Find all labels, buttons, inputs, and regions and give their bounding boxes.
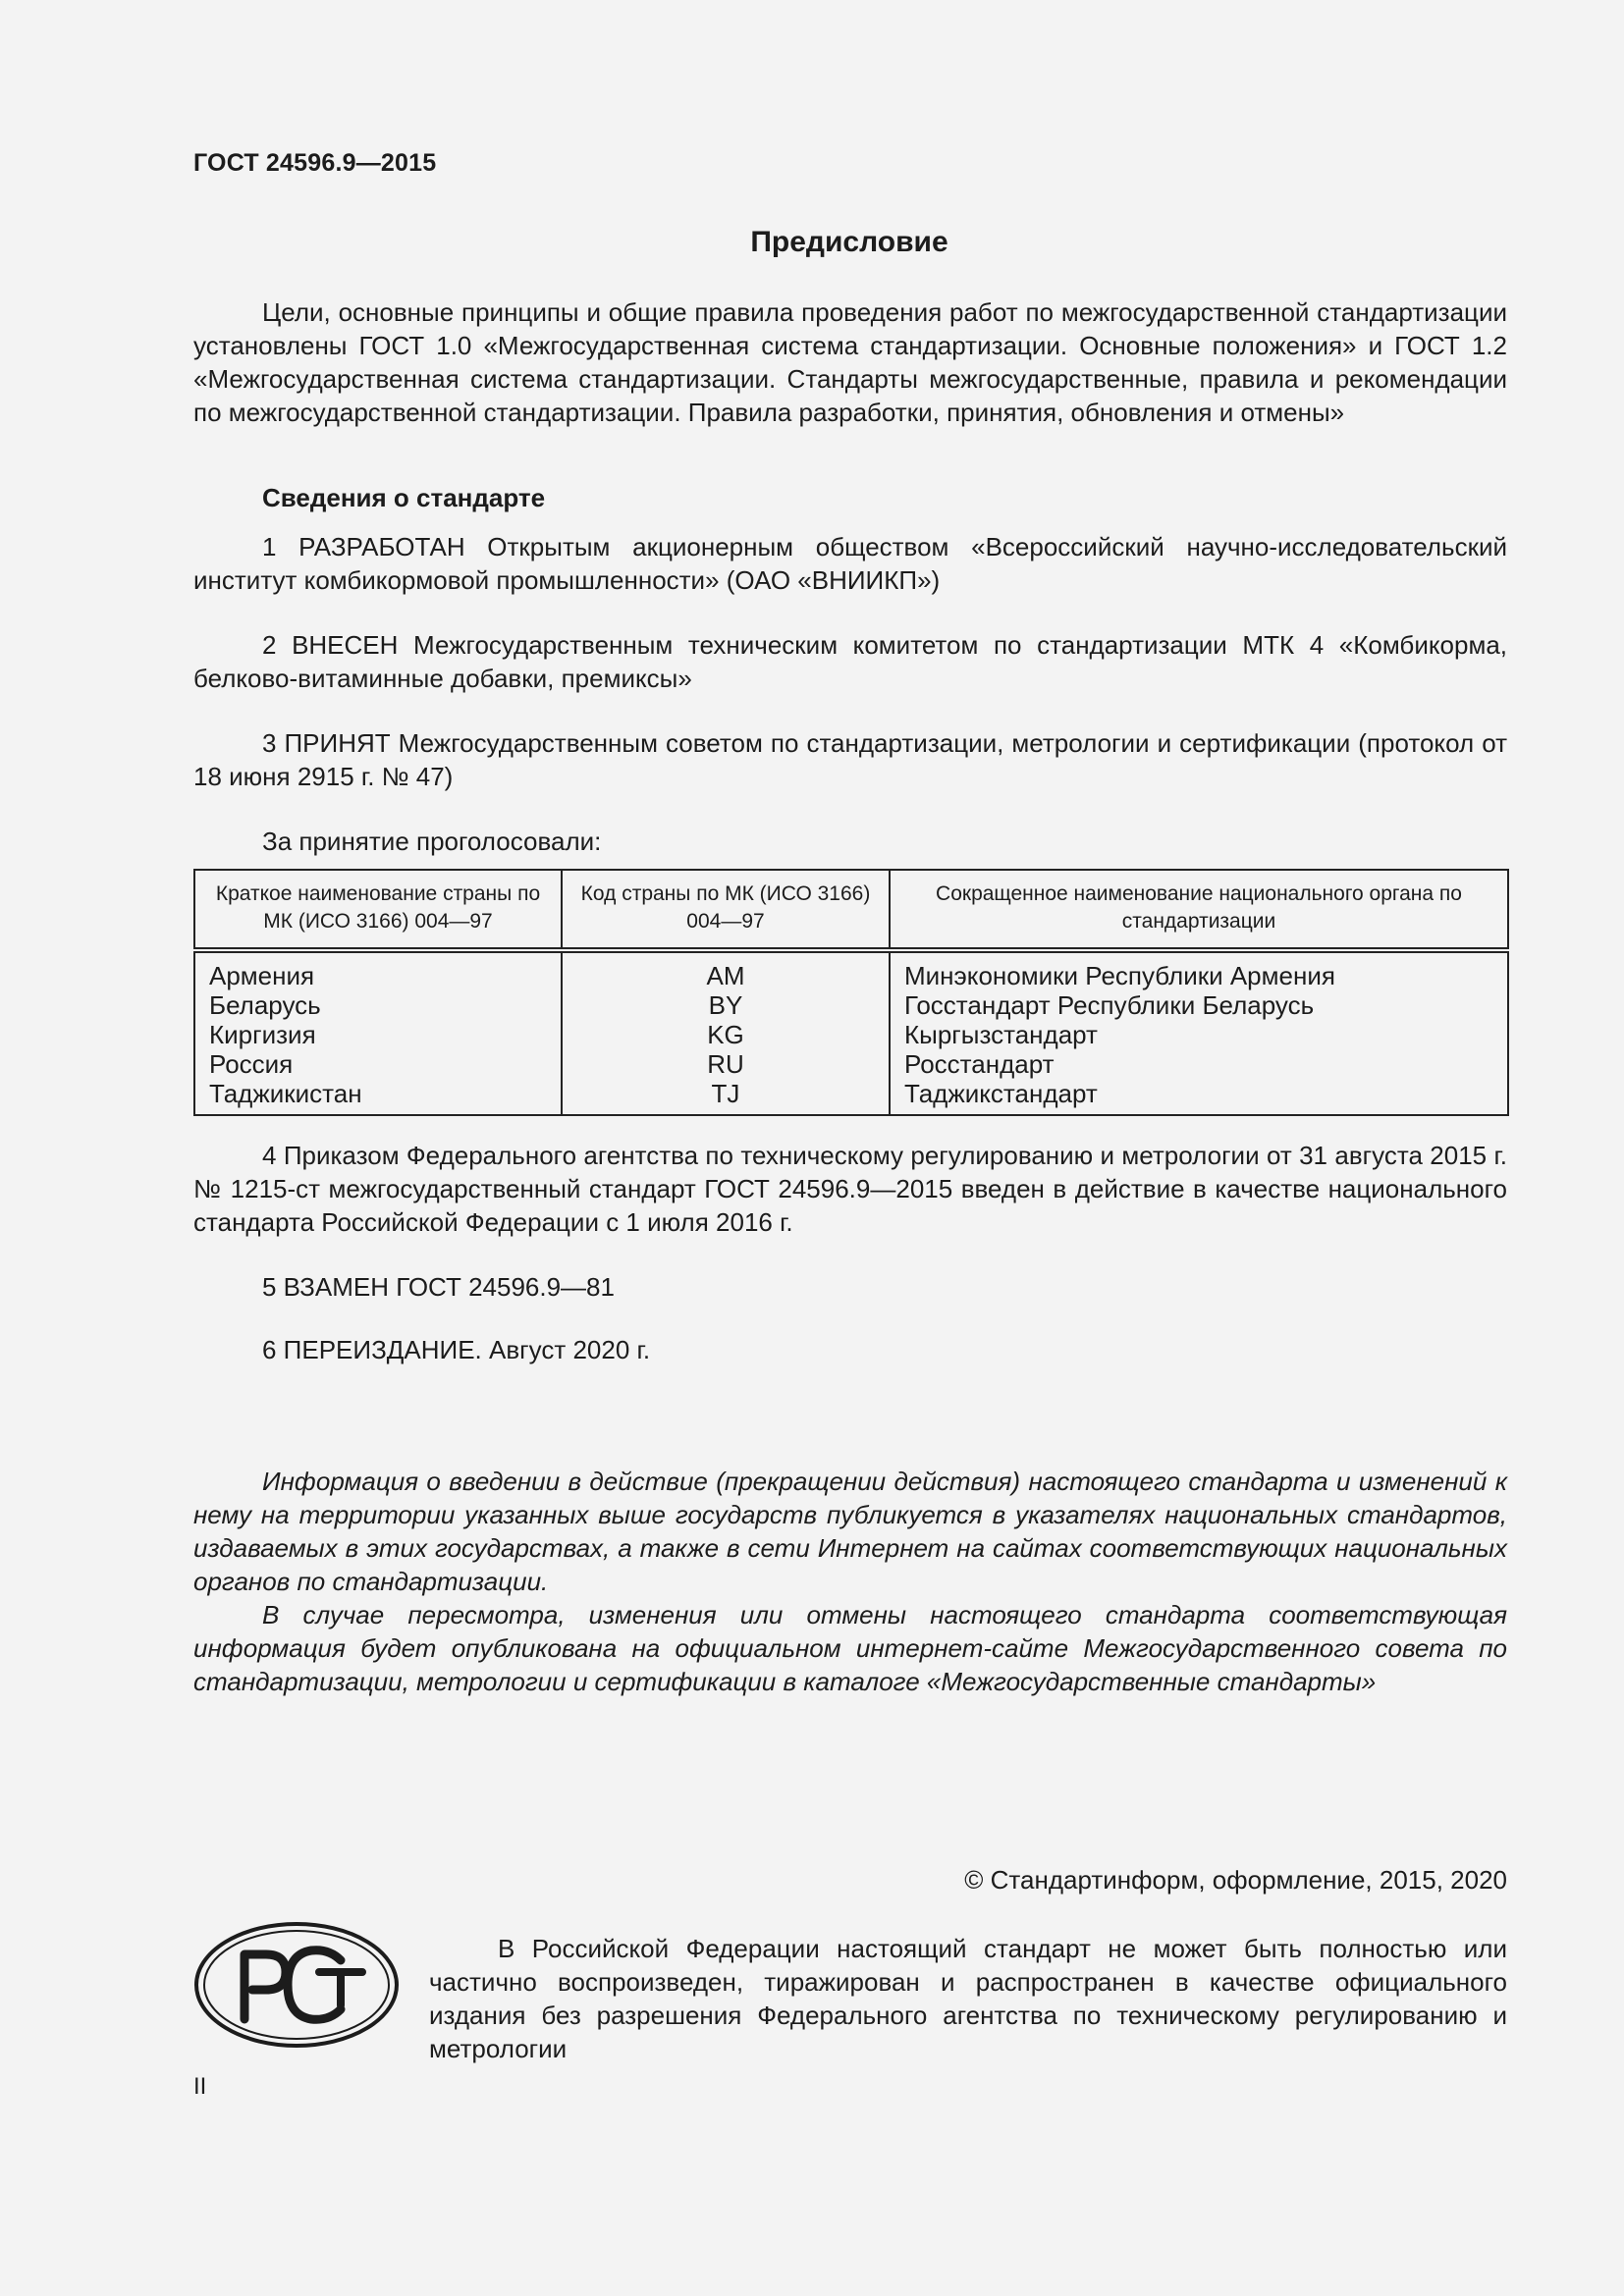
standard-code: ГОСТ 24596.9—2015 xyxy=(193,149,437,177)
table-cell-code: TJ xyxy=(562,1079,890,1115)
item-3: 3 ПРИНЯТ Межгосударственным советом по стандартизации, метрологии и сертификации (протокол от 18 июня 2915 г. № 47) xyxy=(193,728,1507,791)
table-header-body: Сокращенное наименование национального органа по стандартизации xyxy=(890,870,1508,950)
table-cell-country: Киргизия xyxy=(194,1020,562,1049)
note-paragraph-1: Информация о введении в действие (прекращении действия) настоящего стандарта и изменений к нему на территории указанных выше государств публикуется в указателях национальных стандартов, издаваемых в этих государствах, а также в сети Интернет на сайтах соответствующих национальных органов по стандартизации. xyxy=(193,1467,1507,1596)
table-row xyxy=(194,990,1508,1020)
rst-certification-logo xyxy=(193,1921,400,2049)
item-5: 5 ВЗАМЕН ГОСТ 24596.9—81 xyxy=(262,1272,615,1302)
page-number: II xyxy=(193,2073,207,2100)
table-header-code: Код страны по МК (ИСО 3166) 004—97 xyxy=(562,870,890,950)
table-cell-body: Кыргызстандарт xyxy=(890,1020,1508,1049)
table-cell-body: Минэкономики Республики Армения xyxy=(890,950,1508,990)
table-row xyxy=(194,1049,1508,1079)
copyright-notice: © Стандартинформ, оформление, 2015, 2020 xyxy=(964,1865,1507,1895)
table-cell-code: KG xyxy=(562,1020,890,1049)
page-title: Предисловие xyxy=(750,226,948,258)
rst-logo-icon xyxy=(193,1921,400,2049)
table-row xyxy=(194,1020,1508,1049)
table-cell-body: Росстандарт xyxy=(890,1049,1508,1079)
table-cell-code: RU xyxy=(562,1049,890,1079)
table-cell-country: Россия xyxy=(194,1049,562,1079)
table-cell-country: Беларусь xyxy=(194,990,562,1020)
table-cell-body: Госстандарт Республики Беларусь xyxy=(890,990,1508,1020)
table-header-country: Краткое наименование страны по МК (ИСО 3166) 004—97 xyxy=(194,870,562,950)
vote-label: За принятие проголосовали: xyxy=(262,827,602,856)
table-cell-country: Армения xyxy=(194,950,562,990)
item-2: 2 ВНЕСЕН Межгосударственным техническим комитетом по стандартизации МТК 4 «Комбикорма, белково-витаминные добавки, премиксы» xyxy=(193,630,1507,693)
table-row xyxy=(194,950,1508,990)
table-cell-country: Таджикистан xyxy=(194,1079,562,1115)
table-row xyxy=(194,1079,1508,1115)
section-heading: Сведения о стандарте xyxy=(262,483,546,512)
table-cell-body: Таджикстандарт xyxy=(890,1079,1508,1115)
item-6: 6 ПЕРЕИЗДАНИЕ. Август 2020 г. xyxy=(262,1335,651,1364)
item-1: 1 РАЗРАБОТАН Открытым акционерным обществом «Всероссийский научно-исследовательский институт комбикормовой промышленности» (ОАО «ВНИИКП») xyxy=(193,532,1507,595)
intro-paragraph: Цели, основные принципы и общие правила проведения работ по межгосударственной стандартизации установлены ГОСТ 1.0 «Межгосударственная система стандартизации. Основные положения» и ГОСТ 1.2 «Межгосударственная система стандартизации. Стандарты межгосударственные, правила и рекомендации по межгосударственной стандартизации. Правила разработки, принятия, обновления и отмены» xyxy=(193,297,1507,427)
item-4: 4 Приказом Федерального агентства по техническому регулированию и метрологии от 31 августа 2015 г. № 1215-ст межгосударственный стандарт ГОСТ 24596.9—2015 введен в действие в качестве национального стандарта Российской Федерации с 1 июля 2016 г. xyxy=(193,1141,1507,1237)
table-cell-code: BY xyxy=(562,990,890,1020)
table-cell-code: AM xyxy=(562,950,890,990)
voting-table xyxy=(193,869,1509,1116)
note-paragraph-2: В случае пересмотра, изменения или отмены настоящего стандарта соответствующая информация будет опубликована на официальном интернет-сайте Межгосударственного совета по стандартизации, метрологии и сертификации в каталоге «Межгосударственные стандарты» xyxy=(193,1600,1507,1696)
rights-notice: В Российской Федерации настоящий стандарт не может быть полностью или частично воспроизведен, тиражирован и распространен в качестве официального издания без разрешения Федерального агентства по техническому регулированию и метрологии xyxy=(429,1934,1507,2063)
